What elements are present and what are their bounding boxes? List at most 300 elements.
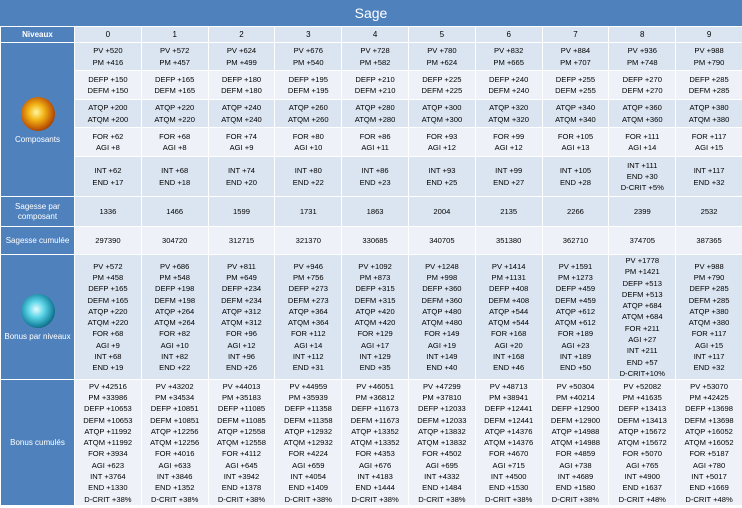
cell-line: PM +548 xyxy=(159,272,190,282)
cell-line: DEFP +513 xyxy=(622,278,662,288)
cell-line: DEFM +315 xyxy=(354,295,396,305)
stat-cell xyxy=(275,128,342,157)
cell-line: INT +68 xyxy=(161,166,189,176)
composants-row xyxy=(1,157,742,197)
cell-line: AGI +676 xyxy=(358,460,392,470)
cell-line: PM +790 xyxy=(693,272,725,282)
cell-line: PM +37810 xyxy=(422,392,462,402)
cell-line: DEFM +165 xyxy=(87,295,129,305)
stat-cell xyxy=(141,157,208,197)
composants-row xyxy=(1,43,742,71)
cell-line: AGI +780 xyxy=(692,460,726,470)
stat-cell xyxy=(609,100,676,128)
stat-cell xyxy=(609,71,676,100)
sage-stats-table xyxy=(0,26,742,506)
cell-line: D-CRIT +38% xyxy=(485,494,533,504)
cell-line: ATQP +14988 xyxy=(551,426,600,436)
cell-line: PM +40214 xyxy=(555,392,595,402)
value-cell: 2532 xyxy=(676,197,742,227)
cell-line: AGI +9 xyxy=(95,340,120,350)
level-header: 9 xyxy=(676,27,742,43)
cell-line: ATQM +14988 xyxy=(550,438,600,448)
cell-line: INT +4500 xyxy=(490,472,527,481)
cell-line: D-CRIT +38% xyxy=(551,494,600,504)
cell-line: ATQP +12558 xyxy=(217,426,266,436)
cell-line: ATQM +280 xyxy=(354,114,396,124)
cell-line: FOR +82 xyxy=(159,329,191,339)
cell-line: PV +936 xyxy=(627,46,657,56)
cell-line: PV +1414 xyxy=(491,261,526,271)
cell-line: ATQP +364 xyxy=(288,306,328,316)
cell-line: PM +35183 xyxy=(221,392,262,402)
value-cell: 2004 xyxy=(408,197,475,227)
cell-line: ATQP +684 xyxy=(622,301,662,311)
cell-line: PM +38941 xyxy=(489,392,529,402)
cell-line: ATQM +12256 xyxy=(150,438,200,448)
level-header: 3 xyxy=(275,27,342,43)
cell-line: ATQP +480 xyxy=(422,306,462,316)
cell-line: ATQP +16052 xyxy=(685,426,733,436)
cell-line: DEFM +10851 xyxy=(150,415,200,425)
cell-line: PM +36812 xyxy=(355,392,395,402)
composants-row xyxy=(1,100,742,128)
cell-line: ATQP +13352 xyxy=(351,426,399,436)
cell-line: DEFP +11673 xyxy=(351,404,399,414)
cell-line: END +32 xyxy=(693,363,725,373)
cell-line: AGI +14 xyxy=(294,340,323,350)
stat-cell xyxy=(141,71,208,100)
value-cell: 374705 xyxy=(609,227,676,255)
cell-line: DEFP +13413 xyxy=(618,404,667,414)
cell-line: AGI +17 xyxy=(361,340,390,350)
value-cell: 2135 xyxy=(475,197,542,227)
stat-cell xyxy=(542,71,609,100)
cell-line: PM +499 xyxy=(226,57,257,67)
cell-line: ATQM +312 xyxy=(221,318,262,328)
cell-line: DEFP +225 xyxy=(422,74,462,84)
cell-line: D-CRIT +38% xyxy=(351,494,399,504)
cell-line: INT +80 xyxy=(294,166,322,176)
cell-line: PM +873 xyxy=(359,272,391,282)
page-title: Sage xyxy=(0,0,742,26)
cell-line: END +23 xyxy=(359,177,391,187)
value-cell: 297390 xyxy=(75,227,142,255)
stat-cell xyxy=(475,100,542,128)
stat-cell xyxy=(676,128,742,157)
stat-cell xyxy=(475,43,542,71)
cell-line: END +46 xyxy=(493,363,525,373)
cell-line: PM +416 xyxy=(92,57,124,67)
sagesse-par-composant-label xyxy=(1,197,75,227)
value-cell: 1599 xyxy=(208,197,275,227)
cell-line: END +22 xyxy=(159,363,191,373)
cell-line: ATQM +15672 xyxy=(617,438,667,448)
cell-line: ATQM +320 xyxy=(488,114,529,124)
cell-line: ATQP +14376 xyxy=(484,426,533,436)
cell-line: DEFP +13698 xyxy=(685,404,733,414)
niveaux-label xyxy=(1,27,75,43)
cell-line: DEFM +270 xyxy=(621,86,663,95)
stat-cell xyxy=(408,43,475,71)
cell-line: DEFP +285 xyxy=(689,284,729,294)
stat-cell xyxy=(542,380,609,506)
stat-cell xyxy=(141,128,208,157)
cell-line: ATQM +16052 xyxy=(684,438,734,448)
sagesse-cumulee-label xyxy=(1,227,75,255)
cell-line: DEFP +10851 xyxy=(150,404,199,414)
cell-line: ATQM +12932 xyxy=(283,438,333,448)
bonus-cumules-label-text: Bonus cumulés xyxy=(10,437,65,447)
cell-line: END +1580 xyxy=(555,483,596,493)
stat-cell xyxy=(475,380,542,506)
sagesse-par-composant-row xyxy=(1,197,742,227)
stat-cell xyxy=(609,157,676,197)
cell-line: PV +44013 xyxy=(222,381,261,391)
level-header: 6 xyxy=(475,27,542,43)
cell-line: D-CRIT +5% xyxy=(620,183,664,193)
level-header: 1 xyxy=(141,27,208,43)
stat-cell xyxy=(408,71,475,100)
cell-line: D-CRIT +38% xyxy=(418,494,466,504)
cell-line: PM +790 xyxy=(693,57,725,67)
cell-line: ATQM +264 xyxy=(154,318,195,328)
stat-cell xyxy=(475,128,542,157)
cell-line: PV +48713 xyxy=(489,381,528,391)
cell-line: PM +756 xyxy=(292,272,324,282)
stat-cell xyxy=(408,380,475,506)
cell-line: END +1637 xyxy=(622,483,663,493)
cell-line: AGI +27 xyxy=(628,335,657,345)
bonus-par-niveaux-label-text: Bonus par niveaux xyxy=(4,332,71,342)
cell-line: ATQM +360 xyxy=(621,114,663,124)
cell-line: FOR +3934 xyxy=(88,449,128,459)
cell-line: ATQM +340 xyxy=(555,114,596,124)
cell-line: D-CRIT +48% xyxy=(685,494,733,504)
cell-line: DEFP +408 xyxy=(489,284,529,294)
cell-line: INT +68 xyxy=(94,352,122,362)
cell-line: PM +582 xyxy=(359,57,391,67)
cell-line: PV +42516 xyxy=(89,381,127,391)
cell-line: DEFP +210 xyxy=(355,74,395,84)
stat-cell xyxy=(75,71,142,100)
cell-line: ATQP +612 xyxy=(555,306,596,316)
cell-line: PM +1421 xyxy=(624,267,660,277)
cell-line: FOR +93 xyxy=(426,131,458,141)
cell-line: PM +35939 xyxy=(288,392,328,402)
cell-line: PV +884 xyxy=(560,46,591,56)
cell-line: ATQP +280 xyxy=(355,103,395,113)
cell-line: ATQP +340 xyxy=(555,103,596,113)
stat-cell xyxy=(676,71,742,100)
cell-line: DEFM +11358 xyxy=(283,415,333,425)
level-header: 5 xyxy=(408,27,475,43)
value-cell: 351380 xyxy=(475,227,542,255)
cell-line: DEFP +11085 xyxy=(217,404,266,414)
cell-line: PV +780 xyxy=(427,46,457,56)
cell-line: AGI +11 xyxy=(361,143,389,152)
cell-line: FOR +68 xyxy=(159,131,191,141)
cell-line: END +57 xyxy=(626,357,658,367)
cell-line: D-CRIT+10% xyxy=(619,368,665,378)
value-cell: 304720 xyxy=(141,227,208,255)
stat-cell xyxy=(475,255,542,380)
stat-cell xyxy=(676,43,742,71)
composants-row xyxy=(1,71,742,100)
cell-line: AGI +15 xyxy=(695,143,724,152)
cell-line: PM +748 xyxy=(626,57,658,67)
cell-line: ATQP +200 xyxy=(88,103,128,113)
cell-line: END +1484 xyxy=(422,483,462,493)
cell-line: INT +99 xyxy=(495,166,523,176)
cell-line: FOR +129 xyxy=(357,329,393,339)
cell-line: DEFP +12033 xyxy=(417,404,466,414)
stat-cell xyxy=(676,380,742,506)
cell-line: DEFP +255 xyxy=(555,74,596,84)
cell-line: PV +47299 xyxy=(422,381,461,391)
cell-line: AGI +623 xyxy=(91,460,125,470)
cell-line: INT +4689 xyxy=(557,472,594,481)
cell-line: END +40 xyxy=(426,363,458,373)
cell-line: FOR +4670 xyxy=(488,449,529,459)
cell-line: ATQP +13832 xyxy=(418,426,466,436)
value-cell: 1336 xyxy=(75,197,142,227)
sagesse-par-composant-label-text: Sagesse par composant xyxy=(15,201,60,221)
cell-line: DEFM +195 xyxy=(287,86,329,95)
cell-line: DEFM +255 xyxy=(555,86,596,95)
cell-line: DEFP +360 xyxy=(422,284,462,294)
bonus-cumules-row xyxy=(1,380,742,506)
cell-line: D-CRIT +38% xyxy=(217,494,266,504)
stat-cell xyxy=(275,100,342,128)
cell-line: AGI +12 xyxy=(427,143,456,152)
stat-cell xyxy=(542,128,609,157)
stat-cell xyxy=(342,100,409,128)
cell-line: ATQM +11992 xyxy=(83,438,133,448)
cell-line: END +22 xyxy=(292,177,324,187)
cell-line: END +1352 xyxy=(154,483,195,493)
cell-line: END +31 xyxy=(292,363,324,373)
cell-line: ATQM +13832 xyxy=(417,438,467,448)
cell-line: PV +624 xyxy=(226,46,257,56)
cell-line: INT +3942 xyxy=(223,472,260,481)
cell-line: DEFM +10653 xyxy=(83,415,133,425)
cell-line: ATQM +684 xyxy=(621,312,663,322)
cell-line: END +35 xyxy=(359,363,391,373)
cell-line: DEFM +12033 xyxy=(417,415,467,425)
cell-line: PV +686 xyxy=(160,261,190,271)
cell-line: ATQM +380 xyxy=(688,114,730,124)
blue-gem-icon xyxy=(21,294,55,328)
cell-line: END +30 xyxy=(626,171,658,181)
cell-line: END +25 xyxy=(426,177,458,187)
cell-line: PM +1131 xyxy=(491,272,526,282)
cell-line: DEFP +11358 xyxy=(284,404,332,414)
cell-line: DEFM +273 xyxy=(287,295,329,305)
stat-cell xyxy=(676,255,742,380)
cell-line: DEFP +459 xyxy=(555,284,596,294)
cell-line: FOR +80 xyxy=(292,131,324,141)
cell-line: ATQP +260 xyxy=(288,103,328,113)
cell-line: D-CRIT +38% xyxy=(84,494,132,504)
stat-cell xyxy=(141,380,208,506)
cell-line: INT +4900 xyxy=(624,472,661,481)
cell-line: ATQP +312 xyxy=(221,306,262,316)
cell-line: INT +117 xyxy=(693,166,725,176)
cell-line: AGI +13 xyxy=(561,143,590,152)
cell-line: AGI +9 xyxy=(229,143,254,152)
stat-cell xyxy=(275,380,342,506)
value-cell: 340705 xyxy=(408,227,475,255)
cell-line: PV +988 xyxy=(694,261,724,271)
cell-line: END +19 xyxy=(92,363,124,373)
cell-line: PM +34534 xyxy=(155,392,195,402)
value-cell: 1863 xyxy=(342,197,409,227)
level-header: 8 xyxy=(609,27,676,43)
header-row xyxy=(1,27,742,43)
cell-line: DEFM +225 xyxy=(421,86,463,95)
stat-cell xyxy=(141,100,208,128)
value-cell: 321370 xyxy=(275,227,342,255)
cell-line: DEFM +360 xyxy=(421,295,463,305)
cell-line: AGI +633 xyxy=(158,460,191,470)
cell-line: AGI +12 xyxy=(494,143,523,152)
cell-line: PV +988 xyxy=(694,46,724,56)
niveaux-label-text: Niveaux xyxy=(22,29,53,39)
cell-line: PM +624 xyxy=(426,57,458,67)
cell-line: INT +82 xyxy=(161,352,189,362)
cell-line: ATQM +364 xyxy=(287,318,329,328)
cell-line: INT +96 xyxy=(227,352,256,362)
stat-cell xyxy=(609,255,676,380)
cell-line: ATQP +12256 xyxy=(150,426,199,436)
cell-line: END +20 xyxy=(225,177,257,187)
cell-line: INT +74 xyxy=(227,166,256,176)
cell-line: ATQP +11992 xyxy=(84,426,132,436)
stat-cell xyxy=(609,43,676,71)
cell-line: ATQP +264 xyxy=(155,306,195,316)
cell-line: PV +946 xyxy=(293,261,323,271)
cell-line: FOR +4502 xyxy=(422,449,462,459)
cell-line: ATQM +612 xyxy=(555,318,596,328)
cell-line: PV +1591 xyxy=(558,261,593,271)
cell-line: PV +1778 xyxy=(625,256,660,265)
stat-cell xyxy=(676,100,742,128)
cell-line: AGI +765 xyxy=(626,460,659,470)
stat-cell xyxy=(542,255,609,380)
bonus-par-niveaux-label xyxy=(1,255,75,380)
cell-line: INT +3764 xyxy=(90,472,126,481)
cell-line: INT +4183 xyxy=(357,472,393,481)
cell-line: ATQM +14376 xyxy=(484,438,534,448)
cell-line: DEFP +273 xyxy=(288,284,328,294)
stat-cell xyxy=(208,100,275,128)
stat-cell xyxy=(475,157,542,197)
cell-line: DEFP +165 xyxy=(155,74,195,84)
stat-cell xyxy=(609,380,676,506)
cell-line: DEFP +285 xyxy=(689,74,729,84)
cell-line: PV +728 xyxy=(360,46,390,56)
cell-line: INT +4332 xyxy=(424,472,460,481)
cell-line: PV +44959 xyxy=(289,381,328,391)
cell-line: INT +86 xyxy=(361,166,389,176)
cell-line: DEFM +150 xyxy=(87,86,129,95)
cell-line: INT +168 xyxy=(493,352,525,362)
cell-line: FOR +211 xyxy=(624,323,660,333)
cell-line: ATQP +300 xyxy=(422,103,462,113)
stat-cell xyxy=(408,128,475,157)
cell-line: END +18 xyxy=(159,177,191,187)
level-header: 0 xyxy=(75,27,142,43)
value-cell: 362710 xyxy=(542,227,609,255)
cell-line: AGI +659 xyxy=(292,460,325,470)
cell-line: DEFM +165 xyxy=(154,86,196,95)
stat-cell xyxy=(75,43,142,71)
cell-line: INT +5017 xyxy=(691,472,727,481)
cell-line: END +27 xyxy=(493,177,525,187)
value-cell: 1731 xyxy=(275,197,342,227)
cell-line: DEFP +12900 xyxy=(551,404,600,414)
bonus-cumules-label xyxy=(1,380,75,506)
stat-cell xyxy=(342,71,409,100)
cell-line: DEFM +12441 xyxy=(484,415,534,425)
cell-line: DEFM +11085 xyxy=(217,415,266,425)
cell-line: ATQM +220 xyxy=(154,114,195,124)
cell-line: DEFM +180 xyxy=(221,86,262,95)
stat-cell xyxy=(342,380,409,506)
cell-line: AGI +23 xyxy=(561,340,590,350)
cell-line: PM +649 xyxy=(226,272,257,282)
cell-line: FOR +112 xyxy=(290,329,326,339)
stat-cell xyxy=(542,100,609,128)
cell-line: ATQP +320 xyxy=(489,103,529,113)
stat-cell xyxy=(208,43,275,71)
cell-line: PM +998 xyxy=(426,272,458,282)
cell-line: PV +50304 xyxy=(556,381,595,391)
stat-cell xyxy=(408,255,475,380)
cell-line: ATQM +480 xyxy=(421,318,463,328)
cell-line: ATQM +240 xyxy=(221,114,262,124)
cell-line: END +1378 xyxy=(221,483,262,493)
stat-cell xyxy=(542,43,609,71)
cell-line: DEFM +12900 xyxy=(550,415,601,425)
cell-line: AGI +8 xyxy=(95,143,120,152)
stat-cell xyxy=(208,128,275,157)
cell-line: END +1669 xyxy=(689,483,729,493)
cell-line: INT +112 xyxy=(292,352,324,362)
composants-row xyxy=(1,128,742,157)
cell-line: AGI +738 xyxy=(559,460,592,470)
cell-line: DEFP +165 xyxy=(88,284,128,294)
cell-line: D-CRIT +38% xyxy=(284,494,332,504)
value-cell: 312715 xyxy=(208,227,275,255)
cell-line: ATQP +544 xyxy=(489,306,529,316)
composants-label-text: Composants xyxy=(15,134,60,144)
cell-line: ATQP +240 xyxy=(221,103,262,113)
cell-line: AGI +14 xyxy=(628,143,657,152)
stat-cell xyxy=(141,43,208,71)
cell-line: ATQM +300 xyxy=(421,114,463,124)
cell-line: ATQP +15672 xyxy=(618,426,667,436)
value-cell: 1466 xyxy=(141,197,208,227)
cell-line: ATQM +13352 xyxy=(350,438,400,448)
cell-line: DEFP +150 xyxy=(88,74,128,84)
cell-line: FOR +62 xyxy=(92,131,124,141)
cell-line: PV +676 xyxy=(293,46,323,56)
level-header: 4 xyxy=(342,27,409,43)
cell-line: ATQP +220 xyxy=(88,306,128,316)
cell-line: PM +41635 xyxy=(622,392,662,402)
cell-line: PM +707 xyxy=(560,57,591,67)
